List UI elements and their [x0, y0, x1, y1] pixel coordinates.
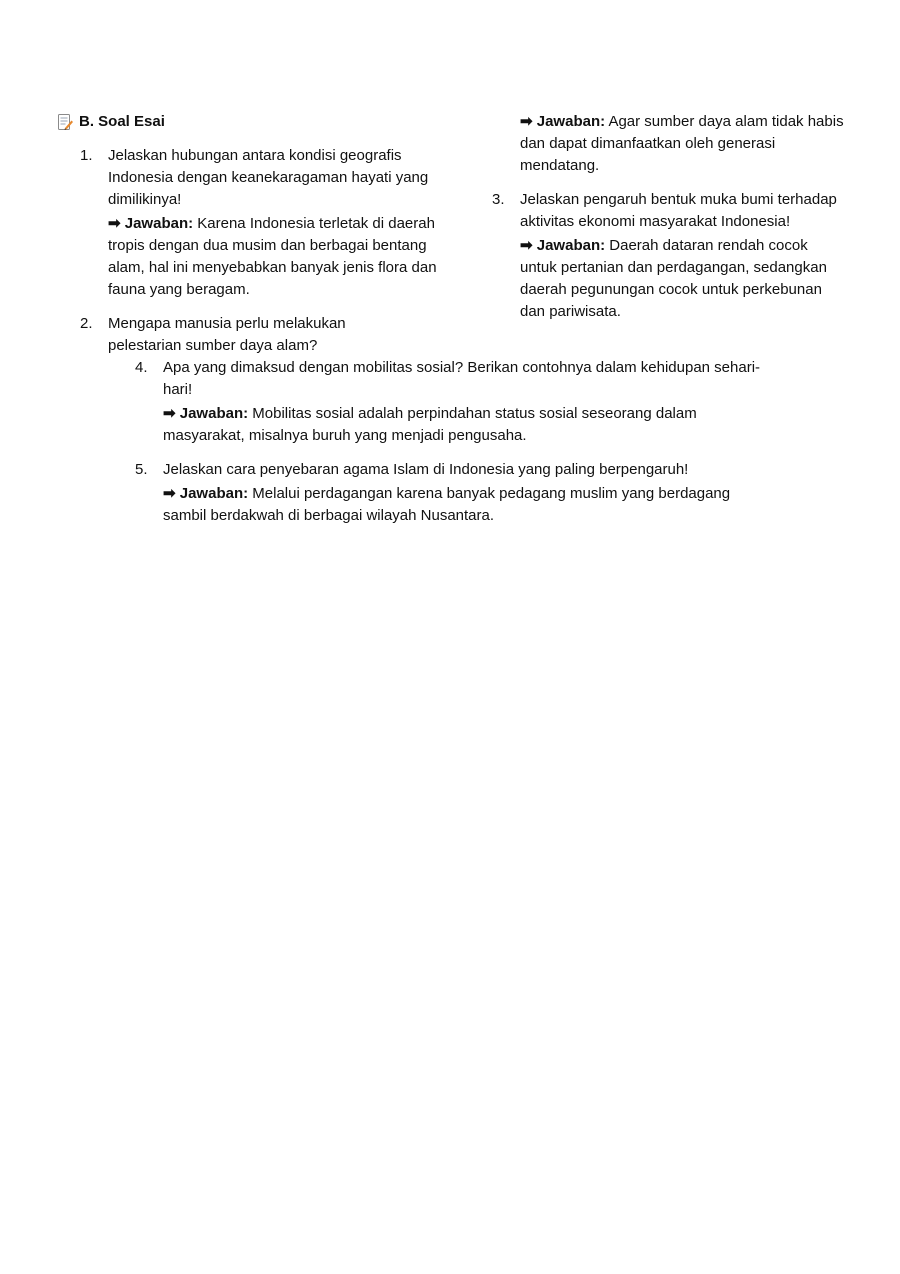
memo-icon [57, 113, 74, 132]
arrow-right-icon: ➡ [108, 215, 121, 232]
answer-label: Jawaban: [179, 485, 249, 502]
answer-label: Jawaban: [179, 405, 249, 422]
answer-text-block [163, 403, 763, 447]
answer-text-block [520, 235, 842, 323]
answer-label: Jawaban: [124, 215, 194, 232]
question-text: Mengapa manusia perlu melakukan pelestarian sumber daya alam? [108, 315, 346, 354]
question-number: 1. [80, 147, 93, 164]
question-number: 4. [135, 359, 148, 376]
question-text: Apa yang dimaksud dengan mobilitas sosial? Berikan contohnya dalam kehidupan sehari-hari! [163, 359, 761, 398]
arrow-right-icon: ➡ [520, 237, 533, 254]
answer-text-block [520, 111, 850, 177]
arrow-right-icon: ➡ [520, 113, 533, 130]
answer-text: Agar sumber daya alam tidak habis dan dapat dimanfaatkan oleh generasi mendatang. [520, 113, 844, 174]
answer-text: Melalui perdagangan karena banyak pedagang muslim yang berdagang sambil berdakwah di berbagai wilayah Nusantara. [163, 485, 731, 524]
section-heading [57, 111, 165, 133]
answer-text: Mobilitas sosial adalah perpindahan status sosial seseorang dalam masyarakat, misalnya buruh yang menjadi pengusaha. [163, 405, 697, 444]
answer-text-block [108, 213, 438, 301]
arrow-right-icon: ➡ [163, 405, 176, 422]
answer-text-block [163, 483, 773, 527]
question-text: Jelaskan pengaruh bentuk muka bumi terhadap aktivitas ekonomi masyarakat Indonesia! [520, 191, 837, 230]
answer-block-2 [520, 111, 850, 177]
question-number: 5. [135, 461, 148, 478]
answer-label: Jawaban: [536, 113, 606, 130]
question-number: 3. [492, 191, 505, 208]
question-text: Jelaskan cara penyebaran agama Islam di Indonesia yang paling berpengaruh! [163, 461, 689, 478]
question-text: Jelaskan hubungan antara kondisi geografis Indonesia dengan keanekaragaman hayati yang dimilikinya! [108, 147, 429, 208]
answer-label: Jawaban: [536, 237, 606, 254]
arrow-right-icon: ➡ [163, 485, 176, 502]
section-title: B. Soal Esai [79, 113, 165, 130]
answer-text: Daerah dataran rendah cocok untuk pertanian dan perdagangan, sedangkan daerah pegunungan cocok untuk perkebunan dan pariwisata. [520, 237, 827, 320]
question-number: 2. [80, 315, 93, 332]
answer-text: Karena Indonesia terletak di daerah tropis dengan dua musim dan berbagai bentang alam, hal ini menyebabkan banyak jenis flora dan fauna yang beragam. [108, 215, 437, 298]
